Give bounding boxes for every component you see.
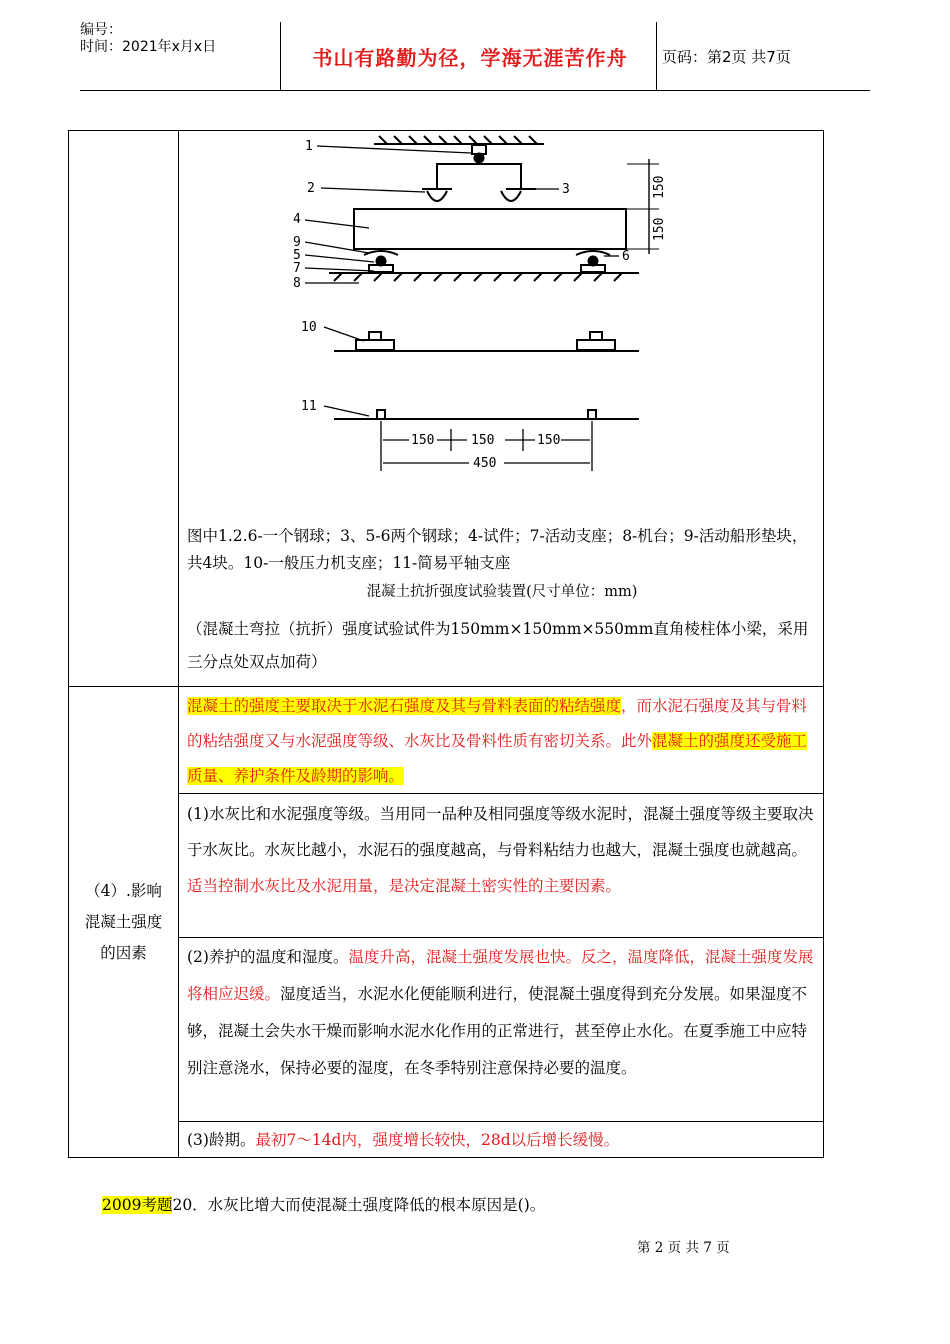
factor-2-text: 湿度适当，水泥水化便能顺利进行，使混凝土强度得到充分发展。如果湿度不够，混凝土会失水干燥而影响水泥水化作用的正常进行，甚至停止水化。在夏季施工中应特别注意浇水，保持必要的湿度，在冬季特别注意保持必要的温度。 xyxy=(187,985,808,1077)
factor-water-cement-ratio xyxy=(187,796,819,904)
figure-label: 8 xyxy=(293,276,301,291)
exam-question xyxy=(102,1193,545,1215)
table-row-divider xyxy=(69,686,823,687)
table-row-divider xyxy=(178,1121,823,1122)
intro-paragraph xyxy=(187,689,819,794)
header-page-info: 页码：第2页 共7页 xyxy=(662,47,791,66)
figure-label: 9 xyxy=(293,235,301,250)
factor-age xyxy=(187,1124,819,1156)
figure-label: 1 xyxy=(305,139,313,154)
header-divider xyxy=(656,22,657,90)
dimension-label: 150 xyxy=(471,433,495,448)
table-column-divider xyxy=(178,131,179,1158)
specimen-note: （混凝土弯拉（抗折）强度试验试件为150mm×150mm×550mm直角棱柱体小梁，采用三分点处双点加荷） xyxy=(187,620,809,671)
figure-legend: 图中1.2.6-一个钢球；3、5-6两个钢球；4-试件；7-活动支座；8-机台；9-活动船形垫块，共4块。10-一般压力机支座；11-简易平轴支座 xyxy=(187,527,808,572)
exam-year-tag: 2009考题 xyxy=(102,1196,173,1214)
figure-label: 3 xyxy=(562,182,570,197)
dimension-label: 150 xyxy=(537,433,561,448)
figure-label: 10 xyxy=(301,320,317,335)
header-divider xyxy=(280,22,281,90)
content-table xyxy=(68,130,824,1158)
header-motto: 书山有路勤为径，学海无涯苦作舟 xyxy=(312,45,628,70)
document-time: 时间：2021年x月x日 xyxy=(80,39,217,55)
section-label-cell xyxy=(69,687,178,1157)
dimension-label: 150 xyxy=(652,175,667,199)
factor-1-text: (1)水灰比和水泥强度等级。当用同一品种及相同强度等级水泥时，混凝土强度等级主要取决于水灰比。水灰比越小，水泥石的强度越高，与骨料粘结力也越大，混凝土强度也就越高。 xyxy=(187,805,814,859)
factor-1-key-point: 适当控制水灰比及水泥用量，是决定混凝土密实性的主要因素。 xyxy=(187,877,622,895)
intro-highlight-2: 混凝土的强度还受施工质量、养护条件及龄期的影响。 xyxy=(187,732,808,785)
table-row-divider xyxy=(178,937,823,938)
factor-3-key-point: 最初7～14d内，强度增长较快，28d以后增长缓慢。 xyxy=(255,1131,620,1149)
figure-label: 5 xyxy=(293,248,301,263)
document-number-label: 编号： xyxy=(80,22,122,38)
page-header xyxy=(80,22,870,91)
figure-label: 4 xyxy=(293,212,301,227)
figure-label: 11 xyxy=(301,399,317,414)
figure-title: 混凝土抗折强度试验装置(尺寸单位：mm) xyxy=(366,584,638,600)
intro-highlight: 混凝土的强度主要取决于水泥石强度及其与骨料表面的粘结强度 xyxy=(187,697,622,715)
apparatus-drawing xyxy=(219,131,779,516)
flexural-test-apparatus-diagram xyxy=(219,131,779,516)
factor-2-key-point: 温度升高，混凝土强度发展也快。反之，温度降低，混凝土强度发展将相应迟缓。 xyxy=(187,948,814,1003)
figure-label: 6 xyxy=(622,249,630,264)
section-label: （4）.影响混凝土强度的因素 xyxy=(84,881,163,962)
exam-question-text: 20．水灰比增大而使混凝土强度降低的根本原因是()。 xyxy=(172,1196,546,1214)
figure-label: 2 xyxy=(307,181,315,196)
dimension-label: 150 xyxy=(652,217,667,241)
header-meta xyxy=(80,22,280,90)
page-footer: 第 2 页 共 7 页 xyxy=(637,1240,730,1256)
factor-3-lead: (3)龄期。 xyxy=(187,1131,256,1149)
dimension-label: 450 xyxy=(473,456,497,471)
intro-text: ，而水泥石强度及其与骨料的粘结强度又与水泥强度等级、水灰比及骨料性质有密切关系。此外 xyxy=(187,697,808,750)
factor-curing-temperature-humidity xyxy=(187,939,819,1087)
figure-label: 7 xyxy=(293,261,301,276)
factor-2-lead: (2)养护的温度和湿度。 xyxy=(187,948,349,966)
dimension-label: 150 xyxy=(411,433,435,448)
